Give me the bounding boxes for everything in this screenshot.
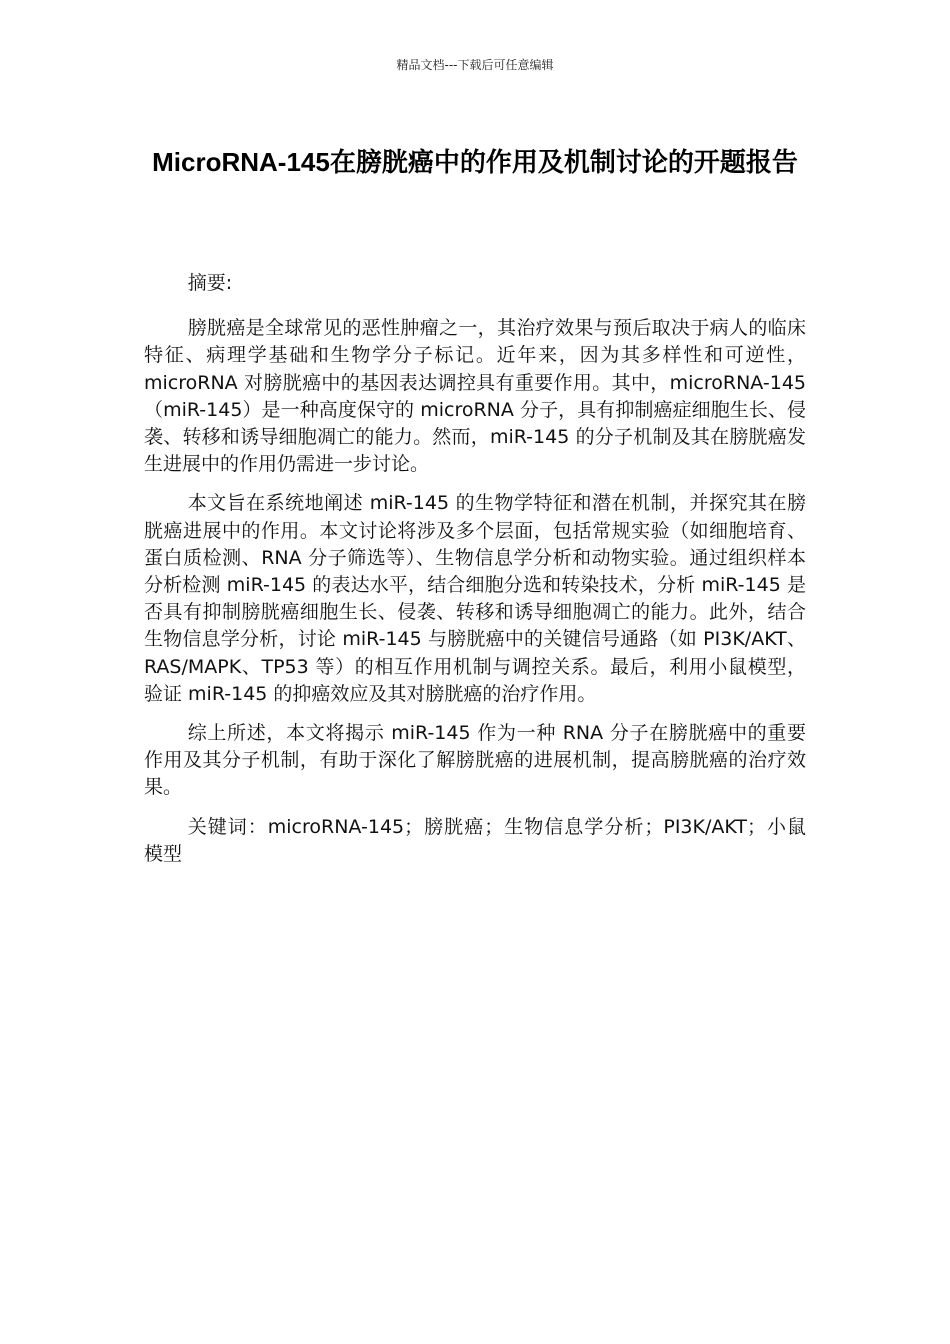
abstract-paragraph-1: 膀胱癌是全球常见的恶性肿瘤之一，其治疗效果与预后取决于病人的临床特征、病理学基础和生物学分子标记。近年来，因为其多样性和可逆性，microRNA 对膀胱癌中的基因表达调控具有重要作用。其中，microRNA-145（miR-145）是一种高度保守的 microRNA 分子，具有抑制癌症细胞生长、侵袭、转移和诱导细胞凋亡的能力。然而，miR-145 的分子机制及其在膀胱癌发生进展中的作用仍需进一步讨论。 <box>144 317 806 476</box>
document-title: MicroRNA-145在膀胱癌中的作用及机制讨论的开题报告 <box>152 147 798 177</box>
document-body <box>144 270 806 880</box>
abstract-paragraph-3: 综上所述，本文将揭示 miR-145 作为一种 RNA 分子在膀胱癌中的重要作用及其分子机制，有助于深化了解膀胱癌的进展机制，提高膀胱癌的治疗效果。 <box>144 722 806 799</box>
abstract-paragraph-2: 本文旨在系统地阐述 miR-145 的生物学特征和潜在机制，并探究其在膀胱癌进展中的作用。本文讨论将涉及多个层面，包括常规实验（如细胞培育、蛋白质检测、RNA 分子筛选等）、生物信息学分析和动物实验。通过组织样本分析检测 miR-145 的表达水平，结合细胞分选和转染技术，分析 miR-145 是否具有抑制膀胱癌细胞生长、侵袭、转移和诱导细胞凋亡的能力。此外，结合生物信息学分析，讨论 miR-145 与膀胱癌中的关键信号通路（如 PI3K/AKT、RAS/MAPK、TP53 等）的相互作用机制与调控关系。最后，利用小鼠模型，验证 miR-145 的抑癌效应及其对膀胱癌的治疗作用。 <box>144 492 806 705</box>
keywords-paragraph: 关键词：microRNA-145；膀胱癌；生物信息学分析；PI3K/AKT；小鼠模型 <box>144 815 806 865</box>
abstract-label: 摘要: <box>187 272 233 294</box>
page-header: 精品文档---下载后可任意编辑 <box>396 58 554 72</box>
